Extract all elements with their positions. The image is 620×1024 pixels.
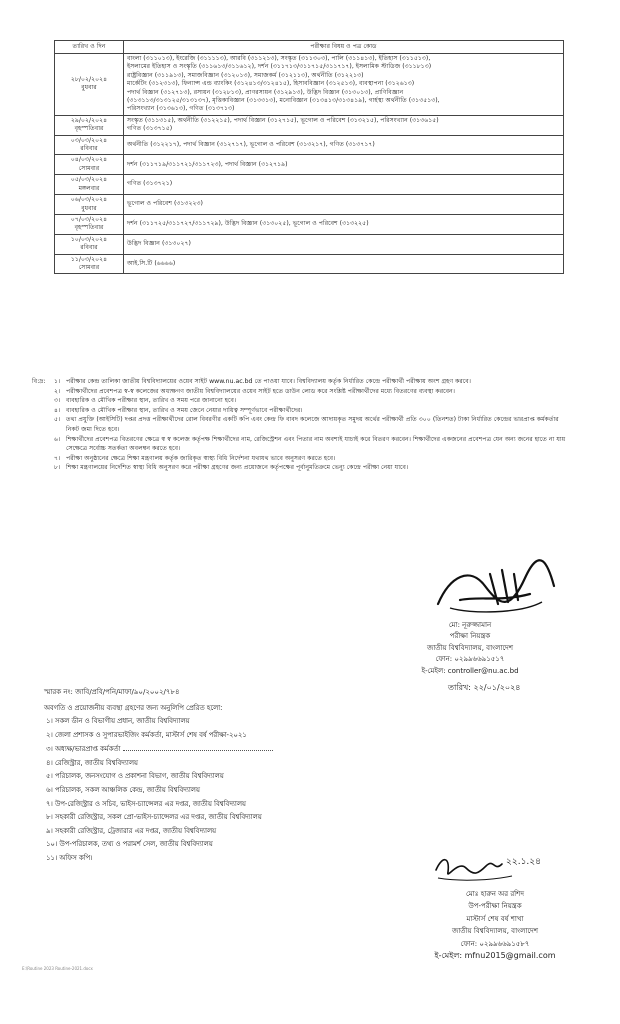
schedule-row xyxy=(55,254,564,274)
exam-day: বুধবার xyxy=(81,84,97,92)
date-cell xyxy=(55,195,124,215)
controller-name: মো: নূরুজ্জামান xyxy=(448,621,492,629)
exam-day: রবিবার xyxy=(80,145,98,153)
subject-line: গণিত (৩১৩৭১৫) xyxy=(127,125,173,133)
date-cell xyxy=(55,214,124,234)
note-text: পরীক্ষা অনুষ্ঠানের ক্ষেত্রে শিক্ষা মন্ত্রণালয় কর্তৃক জারিকৃত স্বাস্থ্য বিধি নির্দেশনা যথাযথ ভাবে অনুসরণ করতে হবে। xyxy=(66,454,336,462)
exam-date: ১০/০৩/২০২৪ xyxy=(70,235,108,243)
subject-cell xyxy=(124,155,564,175)
exam-day: সোমবার xyxy=(78,164,100,172)
subject-line: দর্শন (৩১১৭১৯/৩১১৭২১/৩১১৭২৩), পদার্থ বিজ্ঞান (৩১২৭১৯) xyxy=(127,160,288,168)
notes-section xyxy=(32,377,572,473)
subject-line: দর্শন (৩১১৭২৫/৩১১৭২৭/৩১১৭২৯), উদ্ভিদ বিজ্ঞান (৩১৩০২৫), ভূগোল ও পরিবেশ (৩১৩২২৫) xyxy=(127,220,369,228)
date-cell xyxy=(55,234,124,254)
date-cell xyxy=(55,135,124,155)
date-cell xyxy=(55,254,124,274)
controller-block xyxy=(360,620,580,677)
subject-line: পদার্থ বিজ্ঞান (৩১২৭১৩), রসায়ন (৩১২৮১৩), প্রাণরসায়ন (৩১২৯১৩), উদ্ভিদ বিজ্ঞান (৩১৩০১৩), প্রাণিবিজ্ঞান xyxy=(127,88,404,96)
distribution-text: ৭। উপ-রেজিস্ট্রার ও সচিব, ভাইস-চ্যান্সেলর এর দপ্তর, জাতীয় বিশ্ববিদ্যালয় xyxy=(46,799,246,808)
distribution-text: ১০। উপ-পরিচালক, তথ্য ও পরামর্শ সেল, জাতীয় বিশ্ববিদ্যালয় xyxy=(46,840,213,849)
distribution-item xyxy=(46,784,406,798)
note-number: ৮। xyxy=(54,464,61,472)
deputy-title: উপ-পরীক্ষা নিয়ন্ত্রক xyxy=(468,902,522,911)
note-number: ৩। xyxy=(54,397,61,405)
controller-email: ই-মেইল: controller@nu.ac.bd xyxy=(421,666,519,675)
distribution-item xyxy=(46,770,406,784)
exam-day: বুধবার xyxy=(81,204,97,212)
controller-signature xyxy=(430,556,560,618)
exam-day: রবিবার xyxy=(80,244,98,252)
subject-line: রাষ্ট্রবিজ্ঞান (৩১১৯১৩), সমাজবিজ্ঞান (৩১২০১৩), সমাজকর্ম (৩১২১১৩), অর্থনীতি (৩১২২১৩) xyxy=(127,71,364,79)
note-text: শিক্ষার্থীদের প্রবেশপত্র বিতরণের ক্ষেত্রে স্ব স্ব কলেজ কর্তৃপক্ষ শিক্ষার্থীদের নাম, রেজিস্ট্রেশন এবং পিতার নাম অবশ্যই যাচাই করে বিতরণ করবেন। শিক্ষার্থীদের একজনের প্রবেশপত্র যেন অন্য জনের হাতে না যায় সেক্ষেত্রে সর্বোচ্চ সতর্কতা অবলম্বন করতে হবে। xyxy=(66,435,566,453)
note-text: ব্যবহারিক ও মৌখিক পরীক্ষার স্থান, তারিখ ও সময় জেনে নেয়ার দায়িত্ব সম্পূর্ণভাবে পরীক্ষার্থীদের। xyxy=(66,406,303,414)
distribution-item xyxy=(46,757,406,771)
controller-org: জাতীয় বিশ্ববিদ্যালয়, বাংলাদেশ xyxy=(426,643,514,652)
note-number: ৭। xyxy=(54,454,61,462)
header-subject-code: পরীক্ষার বিষয় ও পত্র কোড xyxy=(124,41,564,54)
distribution-text: ২। জেলা প্রশাসক ও সুপারভাইজিং কর্মকর্তা, মাস্টার্স শেষ বর্ষ পরীক্ষা-২০২১ xyxy=(46,730,247,739)
subject-cell xyxy=(124,54,564,116)
note-number: ৫। xyxy=(54,416,61,424)
distribution-item xyxy=(46,715,406,729)
exam-date: ০৬/০৩/২০২৪ xyxy=(70,196,108,204)
note-label xyxy=(32,396,54,406)
note-label xyxy=(32,435,54,454)
schedule-row xyxy=(55,135,564,155)
schedule-row xyxy=(55,115,564,135)
subject-line: অর্থনীতি (৩১২২১৭), পদার্থ বিজ্ঞান (৩১২৭১৭), ভূগোল ও পরিবেশ (৩১৩২১৭), গণিত (৩১৩৭১৭) xyxy=(127,140,375,148)
deputy-block xyxy=(400,888,590,962)
date-cell xyxy=(55,54,124,116)
subject-line: (৩১৩১১৩/৩১৩১২৫/৩১৩১৩৭), মৃত্তিকাবিজ্ঞান (৩১৩৩১৩), মনোবিজ্ঞান (৩১৩৪১৩/৩১৩৪১৯), গার্হস্থ্য অর্থনীতি (৩১৩৫১৩), xyxy=(127,97,440,105)
note-item xyxy=(32,377,572,387)
note-label xyxy=(32,415,54,434)
subject-line: গণিত (৩১৩৭২১) xyxy=(127,180,173,188)
note-label xyxy=(32,454,54,464)
distribution-text: ১১। অফিস কপি। xyxy=(46,853,93,862)
subject-cell xyxy=(124,195,564,215)
distribution-item xyxy=(46,838,406,852)
exam-date: ২৯/০২/২০২৪ xyxy=(70,116,108,124)
schedule-row xyxy=(55,175,564,195)
distribution-intro: অবগতি ও প্রয়োজনীয় ব্যবস্থা গ্রহণের জন্য অনুলিপি প্রেরিত হলো: xyxy=(44,704,223,712)
subject-cell xyxy=(124,115,564,135)
subject-line: আই.সি.টি (৬৬৬৬) xyxy=(127,259,176,267)
note-number: ১। xyxy=(54,378,61,385)
subject-line: পরিসংখ্যান (৩১৩৬১৩), গণিত (৩১৩৭১৩) xyxy=(127,105,235,113)
note-number: ২। xyxy=(54,387,61,395)
note-item xyxy=(32,387,572,397)
note-text: ব্যবহারিক ও মৌখিক পরীক্ষার স্থান, তারিখ ও সময় পরে জানানো হবে। xyxy=(66,397,237,405)
note-label: বি:দ্র: xyxy=(32,378,46,385)
note-item xyxy=(32,454,572,464)
distribution-item xyxy=(46,852,406,866)
note-label xyxy=(32,463,54,473)
subject-line: সংস্কৃত (৩১১৩১৫), অর্থনীতি (৩১২২১৫), পদার্থ বিজ্ঞান (৩১২৭১৫), ভূগোল ও পরিবেশ (৩১৩২১৫), পরিসংখ্যান (৩১৩৬১৫) xyxy=(127,116,439,124)
deputy-signature-date: ২২.১.২৪ xyxy=(506,857,541,867)
exam-schedule-table xyxy=(54,40,564,274)
distribution-item xyxy=(46,798,406,812)
file-path-footer: E:\Routine 2023 Routine-2021.docx xyxy=(22,966,93,971)
distribution-item xyxy=(46,825,406,839)
distribution-item xyxy=(46,729,406,743)
subject-cell xyxy=(124,175,564,195)
subject-cell xyxy=(124,254,564,274)
note-label xyxy=(32,387,54,397)
deputy-name: মোঃ হারুন অর রশিদ xyxy=(465,890,524,898)
note-number: ৪। xyxy=(54,406,61,414)
note-text: পরীক্ষার কেন্দ্র তালিকা জাতীয় বিশ্ববিদ্যালয়ের ওয়েব সাইট www.nu.ac.bd তে পাওয়া যাবে। বিশ্ববিদ্যালয় কর্তৃক নির্ধারিত কেন্দ্রে পরীক্ষার্থী পরীক্ষায় অংশ গ্রহণ করবে। xyxy=(66,378,471,385)
subject-line: বাংলা (৩১১০১৩), ইংরেজি (৩১১১১৩), আরবি (৩১১২১৩), সংস্কৃত (৩১১৩০৩), পালি (৩১১৪১৩), ইতিহাস (৩১১৫১৩), xyxy=(127,55,431,62)
deputy-email: ই-মেইল: mfnu2015@gmail.com xyxy=(434,951,556,961)
note-text: পরীক্ষার্থীদের প্রবেশপত্র স্ব-স্ব কলেজের অধ্যক্ষগণ জাতীয় বিশ্ববিদ্যালয়ের ওয়েব সাইট হতে ডাউন লোড করে সংশ্লিষ্ট পরীক্ষার্থীদের মধ্যে বিতরণের ব্যবস্থা করবেন। xyxy=(66,387,455,395)
schedule-row xyxy=(55,195,564,215)
schedule-row xyxy=(55,234,564,254)
controller-title: পরীক্ষা নিয়ন্ত্রক xyxy=(449,632,491,641)
exam-day: মঙ্গলবার xyxy=(78,184,100,192)
subject-line: ভূগোল ও পরিবেশ (৩১৩২২৩) xyxy=(127,200,203,208)
schedule-row xyxy=(55,155,564,175)
exam-day: বৃহস্পতিবার xyxy=(74,125,104,133)
note-label xyxy=(32,406,54,416)
date-cell xyxy=(55,115,124,135)
note-item xyxy=(32,415,572,434)
memo-date: তারিখ: ২২/০১/২০২৪ xyxy=(448,683,521,692)
deputy-phone: ফোন: ০২৯৯৬৬৯১৫৮৭ xyxy=(460,939,530,948)
exam-date: ০৫/০৩/২০২৪ xyxy=(70,176,108,184)
note-item xyxy=(32,463,572,473)
exam-date: ১১/০৩/২০২৪ xyxy=(70,255,108,263)
distribution-text: ৯। সহকারী রেজিস্ট্রার, ট্রেজারার এর দপ্তর, জাতীয় বিশ্ববিদ্যালয় xyxy=(46,826,217,835)
note-number: ৬। xyxy=(54,435,61,443)
subject-line: ইসলামের ইতিহাস ও সংস্কৃতি (৩১১৬১৩/৩১১৬১২), দর্শন (৩১১৭১৩/৩১১৭১৫/৩১১৭১৭), ইসলামিক স্টাডিজ (৩১১৮১৩) xyxy=(127,63,432,71)
subject-line: মার্কেটিং (৩১২৩১৩), ফিন্যান্স এন্ড ব্যাংকিং (৩১২৪১৩/৩১২৪১৫), হিসাববিজ্ঞান (৩১২৫১৩), ব্যবস্থাপনা (৩১২৬১৩) xyxy=(127,80,415,88)
subject-cell xyxy=(124,234,564,254)
distribution-list xyxy=(46,715,406,866)
exam-day: সোমবার xyxy=(78,263,100,271)
distribution-text: ৫। পরিচালক, জনসংযোগ ও প্রকাশনা বিভাগ, জাতীয় বিশ্ববিদ্যালয় xyxy=(46,772,224,781)
memo-number: স্মারক নং: জাবি/প্রবি/পনি/মাফা/৯০/২০০২/৭৮৪ xyxy=(44,688,180,696)
exam-date: ০৭/০৩/২০২৪ xyxy=(70,215,108,223)
note-item xyxy=(32,396,572,406)
exam-day: বৃহস্পতিবার xyxy=(74,224,104,232)
distribution-item xyxy=(46,811,406,825)
exam-date: ০৪/০৩/২০২৪ xyxy=(70,156,108,164)
date-cell xyxy=(55,175,124,195)
schedule-body xyxy=(55,54,564,274)
note-text: তথ্য প্রযুক্তি (আইসিটি) দপ্তর প্রদত্ত পরীক্ষার্থীদের রোল বিবরণীর একটি কপি এবং কেন্দ্র ফি বাবদ কলেজে আদায়কৃত সমুদয় অর্থের পরীক্ষার্থী প্রতি ৩০০ (তিনশত) টাকা নির্ধারিত কেন্দ্রের ভারপ্রাপ্ত কর্মকর্তার নিকট জমা দিতে হবে। xyxy=(66,416,559,433)
distribution-text: ৩। অধ্যক্ষ/ভারপ্রাপ্ত কর্মকর্তা xyxy=(46,745,121,754)
schedule-row xyxy=(55,54,564,116)
header-date-day: তারিখ ও দিন xyxy=(55,41,124,54)
blank-fill-line xyxy=(123,742,273,751)
distribution-text: ৬। পরিচালক, সকল আঞ্চলিক কেন্দ্র, জাতীয় বিশ্ববিদ্যালয় xyxy=(46,785,200,794)
distribution-item xyxy=(46,742,406,757)
note-text: শিক্ষা মন্ত্রণালয়ের নির্দেশিত স্বাস্থ্য বিধি অনুসরণ করে পরীক্ষা গ্রহণের জন্য প্রয়োজনে কর্তৃপক্ষের পূর্বানুমতিক্রমে ভেন্যু কেন্দ্রে পরীক্ষা নেয়া যাবে। xyxy=(66,464,409,472)
deputy-section: মাস্টার্স শেষ বর্ষ শাখা xyxy=(466,914,524,923)
distribution-text: ৪। রেজিস্ট্রার, জাতীয় বিশ্ববিদ্যালয় xyxy=(46,758,138,767)
note-item xyxy=(32,406,572,416)
subject-line: উদ্ভিদ বিজ্ঞান (৩১৩০২৭) xyxy=(127,239,191,247)
exam-date: ০৩/০৩/২০২৪ xyxy=(70,136,108,144)
deputy-signature xyxy=(432,850,542,884)
schedule-row xyxy=(55,214,564,234)
exam-date: ২৮/০২/২০২৪ xyxy=(70,76,108,84)
controller-phone: ফোন: ০২৯৯৬৬৯১৫১৭ xyxy=(435,655,505,664)
distribution-text: ১। সকল ডীন ও বিভাগীয় প্রধান, জাতীয় বিশ্ববিদ্যালয় xyxy=(46,717,190,725)
deputy-org: জাতীয় বিশ্ববিদ্যালয়, বাংলাদেশ xyxy=(451,927,539,936)
date-cell xyxy=(55,155,124,175)
distribution-text: ৮। সহকারী রেজিস্ট্রার, সকল প্রো-ভাইস-চ্যান্সেলর এর দপ্তর, জাতীয় বিশ্ববিদ্যালয় xyxy=(46,813,262,822)
subject-cell xyxy=(124,135,564,155)
subject-cell xyxy=(124,214,564,234)
note-item xyxy=(32,435,572,454)
